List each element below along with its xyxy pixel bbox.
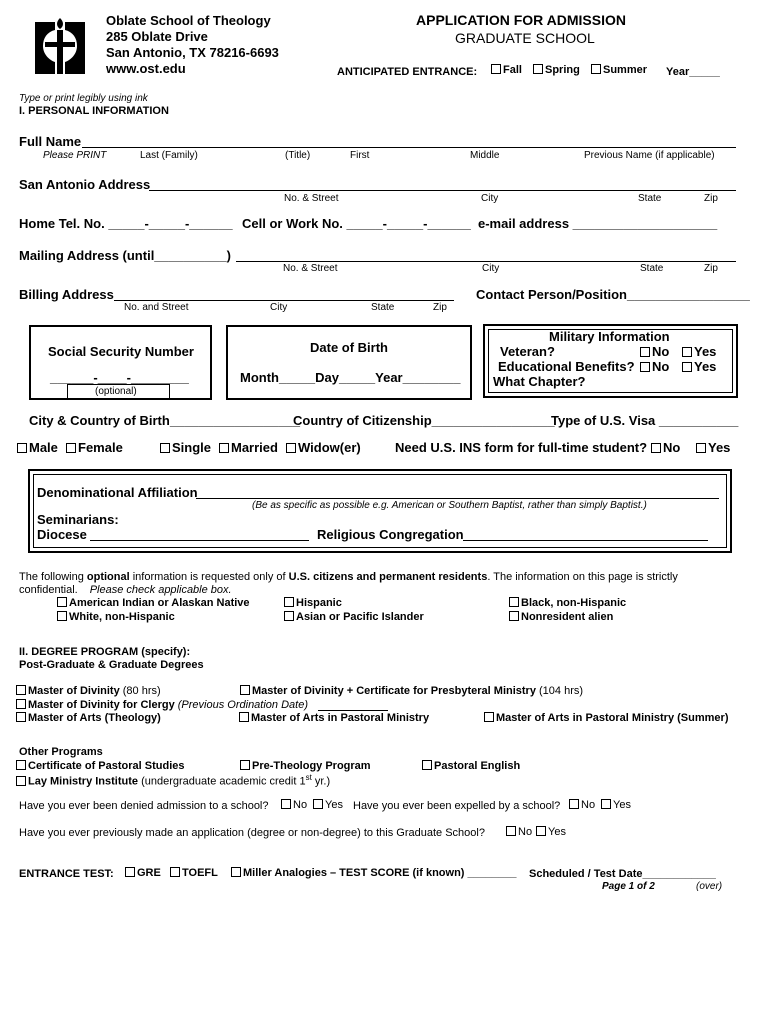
program-cert-pastoral[interactable]: Certificate of Pastoral Studies: [16, 760, 185, 772]
billing-sub-street: No. and Street: [124, 302, 189, 313]
ssn-box: [29, 325, 212, 400]
checkbox-icon[interactable]: [219, 443, 229, 453]
full-name-label: Full Name: [19, 134, 82, 149]
mailing-sub-zip: Zip: [704, 263, 718, 274]
checkbox-icon[interactable]: [509, 597, 519, 607]
ordination-date-line[interactable]: [318, 710, 388, 711]
gender-female[interactable]: Female: [66, 440, 123, 455]
section2-title: II. DEGREE PROGRAM (specify):: [19, 646, 191, 658]
billing-sub-state: State: [371, 302, 395, 313]
full-name-sub-title: (Title): [285, 150, 311, 161]
program-ma-pastoral[interactable]: Master of Arts in Pastoral Ministry: [239, 712, 429, 724]
visa-field[interactable]: Type of U.S. Visa ___________: [551, 413, 739, 428]
checkbox-icon[interactable]: [640, 362, 650, 372]
ethnicity-american-indian[interactable]: American Indian or Alaskan Native: [57, 597, 250, 609]
program-ma-theology[interactable]: Master of Arts (Theology): [16, 712, 161, 724]
test-gre[interactable]: GRE: [125, 867, 161, 879]
entrance-test-label: ENTRANCE TEST:: [19, 868, 114, 880]
ssn-optional: (optional): [95, 386, 137, 397]
sa-address-sub-zip: Zip: [704, 193, 718, 204]
checkbox-icon[interactable]: [682, 362, 692, 372]
ssn-optional-box: [67, 384, 170, 399]
question-previous: Have you ever previously made an application (degree or non-degree) to this Graduate School?: [19, 827, 485, 839]
checkbox-icon[interactable]: [160, 443, 170, 453]
contact-person-field[interactable]: Contact Person/Position_________________: [476, 287, 750, 302]
checkbox-icon[interactable]: [536, 826, 546, 836]
denomination-label: Denominational Affiliation: [37, 485, 198, 500]
checkbox-icon[interactable]: [484, 712, 494, 722]
denomination-note: (Be as specific as possible e.g. American or Southern Baptist, rather than simply Baptist.): [252, 500, 647, 511]
ethnicity-black[interactable]: Black, non-Hispanic: [509, 597, 626, 609]
question-expelled: Have you ever been expelled by a school?: [353, 800, 561, 812]
checkbox-icon[interactable]: [533, 64, 543, 74]
full-name-sub-last: Last (Family): [140, 150, 198, 161]
status-single[interactable]: Single: [160, 440, 211, 455]
status-widow[interactable]: Widow(er): [286, 440, 361, 455]
expelled-yes[interactable]: Yes: [601, 799, 631, 811]
program-lay-ministry[interactable]: Lay Ministry Institute (undergraduate academic credit 1st yr.): [16, 773, 330, 788]
sa-address-sub-street: No. & Street: [284, 193, 339, 204]
entrance-year[interactable]: Year_____: [666, 66, 720, 78]
veteran-no[interactable]: No: [640, 344, 669, 359]
dob-field[interactable]: Month_____Day_____Year________: [240, 370, 461, 385]
home-tel-field[interactable]: Home Tel. No. _____-_____-______: [19, 216, 233, 231]
checkbox-icon[interactable]: [422, 760, 432, 770]
program-pastoral-english[interactable]: Pastoral English: [422, 760, 520, 772]
gender-male[interactable]: Male: [17, 440, 58, 455]
checkbox-icon[interactable]: [16, 685, 26, 695]
mailing-sub-city: City: [482, 263, 500, 274]
checkbox-icon[interactable]: [239, 712, 249, 722]
email-field[interactable]: e-mail address ____________________: [478, 216, 718, 231]
section2-subtitle: Post-Graduate & Graduate Degrees: [19, 659, 204, 671]
birth-city-field[interactable]: City & Country of Birth__________________: [29, 413, 300, 428]
checkbox-icon[interactable]: [281, 799, 291, 809]
checkbox-icon[interactable]: [651, 443, 661, 453]
form-title: APPLICATION FOR ADMISSION: [416, 12, 626, 28]
checkbox-icon[interactable]: [313, 799, 323, 809]
checkbox-icon[interactable]: [509, 611, 519, 621]
veteran-yes[interactable]: Yes: [682, 344, 716, 359]
test-miller[interactable]: Miller Analogies – TEST SCORE (if known) ________: [231, 867, 516, 879]
ethnicity-nonresident[interactable]: Nonresident alien: [509, 611, 613, 623]
question-denied: Have you ever been denied admission to a school?: [19, 800, 269, 812]
program-mdiv-clergy[interactable]: Master of Divinity for Clergy (Previous Ordination Date): [16, 699, 308, 711]
checkbox-icon[interactable]: [57, 611, 67, 621]
school-name: Oblate School of Theology: [106, 13, 271, 28]
checkbox-icon[interactable]: [170, 867, 180, 877]
optional-info-line2: confidential. Please check applicable box.: [19, 584, 232, 596]
entrance-label: ANTICIPATED ENTRANCE:: [337, 66, 478, 78]
other-programs-title: Other Programs: [19, 746, 103, 758]
full-name-sub-first: First: [350, 150, 370, 161]
seminarians-label: Seminarians:: [37, 512, 119, 527]
checkbox-icon[interactable]: [506, 826, 516, 836]
ssn-field[interactable]: ______-____-________: [50, 370, 189, 385]
entrance-summer[interactable]: Summer: [591, 64, 647, 76]
billing-sub-city: City: [270, 302, 288, 313]
checkbox-icon[interactable]: [491, 64, 501, 74]
ethnicity-hispanic[interactable]: Hispanic: [284, 597, 342, 609]
cell-tel-field[interactable]: Cell or Work No. _____-_____-______: [242, 216, 471, 231]
school-website: www.ost.edu: [106, 61, 186, 76]
checkbox-icon[interactable]: [284, 611, 294, 621]
ethnicity-white[interactable]: White, non-Hispanic: [57, 611, 175, 623]
previous-yes[interactable]: Yes: [536, 826, 566, 838]
congregation-label: Religious Congregation: [317, 527, 464, 542]
mailing-sub-street: No. & Street: [283, 263, 338, 274]
ins-question: Need U.S. INS form for full-time student?: [395, 440, 648, 455]
ssn-title: Social Security Number: [48, 344, 194, 359]
form-subtitle: GRADUATE SCHOOL: [455, 30, 595, 46]
mailing-address-line[interactable]: [236, 261, 736, 262]
dob-box: [226, 325, 472, 400]
school-city: San Antonio, TX 78216-6693: [106, 45, 279, 60]
optional-info-line1: The following optional information is requested only of U.S. citizens and permanent residents. The information on this page is strictly: [19, 571, 678, 583]
military-box: [483, 324, 738, 398]
mailing-address-label[interactable]: Mailing Address (until__________): [19, 248, 231, 263]
benefits-yes[interactable]: Yes: [682, 359, 716, 374]
logo-icon: [33, 16, 87, 78]
mailing-sub-state: State: [640, 263, 664, 274]
program-ma-pastoral-summer[interactable]: Master of Arts in Pastoral Ministry (Summer): [484, 712, 728, 724]
full-name-hint: Please PRINT: [43, 150, 107, 161]
entrance-spring[interactable]: Spring: [533, 64, 580, 76]
entrance-fall[interactable]: Fall: [491, 64, 522, 76]
checkbox-icon[interactable]: [284, 597, 294, 607]
citizenship-field[interactable]: Country of Citizenship_________________: [293, 413, 555, 428]
denomination-line[interactable]: [196, 498, 719, 499]
checkbox-icon[interactable]: [231, 867, 241, 877]
school-street: 285 Oblate Drive: [106, 29, 208, 44]
full-name-sub-previous: Previous Name (if applicable): [584, 150, 715, 161]
program-mdiv[interactable]: Master of Divinity (80 hrs): [16, 685, 161, 697]
checkbox-icon[interactable]: [17, 443, 27, 453]
denied-yes[interactable]: Yes: [313, 799, 343, 811]
full-name-line[interactable]: [82, 147, 736, 148]
previous-no[interactable]: No: [506, 826, 532, 838]
checkbox-icon[interactable]: [57, 597, 67, 607]
diocese-label: Diocese: [37, 527, 87, 542]
program-mdiv-cert[interactable]: Master of Divinity + Certificate for Presbyteral Ministry (104 hrs): [240, 685, 583, 697]
page-number: Page 1 of 2: [602, 881, 655, 892]
checkbox-icon[interactable]: [591, 64, 601, 74]
ins-yes[interactable]: Yes: [696, 440, 730, 455]
checkbox-icon[interactable]: [66, 443, 76, 453]
checkbox-icon[interactable]: [240, 760, 250, 770]
test-toefl[interactable]: TOEFL: [170, 867, 218, 879]
checkbox-icon[interactable]: [640, 347, 650, 357]
sa-address-sub-state: State: [638, 193, 662, 204]
checkbox-icon[interactable]: [16, 760, 26, 770]
checkbox-icon[interactable]: [696, 443, 706, 453]
full-name-sub-middle: Middle: [470, 150, 500, 161]
checkbox-icon[interactable]: [601, 799, 611, 809]
denomination-box: [28, 469, 732, 553]
sa-address-line[interactable]: [149, 190, 736, 191]
billing-sub-zip: Zip: [433, 302, 447, 313]
expelled-no[interactable]: No: [569, 799, 595, 811]
sa-address-sub-city: City: [481, 193, 499, 204]
section1-title: I. PERSONAL INFORMATION: [19, 105, 169, 117]
checkbox-icon[interactable]: [125, 867, 135, 877]
ins-no[interactable]: No: [651, 440, 680, 455]
chapter-label[interactable]: What Chapter?: [493, 374, 586, 389]
page-over: (over): [696, 881, 723, 892]
instructions: Type or print legibly using ink: [19, 93, 148, 104]
denied-no[interactable]: No: [281, 799, 307, 811]
test-scheduled-date[interactable]: Scheduled / Test Date____________: [529, 868, 716, 880]
sa-address-label: San Antonio Address: [19, 177, 151, 192]
benefits-no[interactable]: No: [640, 359, 669, 374]
checkbox-icon[interactable]: [240, 685, 250, 695]
dob-title: Date of Birth: [310, 340, 388, 355]
checkbox-icon[interactable]: [16, 712, 26, 722]
benefits-label: Educational Benefits?: [498, 359, 635, 374]
status-married[interactable]: Married: [219, 440, 278, 455]
veteran-label: Veteran?: [500, 344, 555, 359]
checkbox-icon[interactable]: [16, 776, 26, 786]
military-title: Military Information: [549, 329, 670, 344]
congregation-line[interactable]: [463, 540, 708, 541]
checkbox-icon[interactable]: [682, 347, 692, 357]
school-logo: [33, 16, 87, 78]
diocese-line[interactable]: [90, 540, 309, 541]
billing-address-line[interactable]: [114, 300, 454, 301]
program-pre-theology[interactable]: Pre-Theology Program: [240, 760, 371, 772]
checkbox-icon[interactable]: [286, 443, 296, 453]
checkbox-icon[interactable]: [16, 699, 26, 709]
billing-address-label: Billing Address: [19, 287, 114, 302]
ethnicity-asian[interactable]: Asian or Pacific Islander: [284, 611, 424, 623]
checkbox-icon[interactable]: [569, 799, 579, 809]
